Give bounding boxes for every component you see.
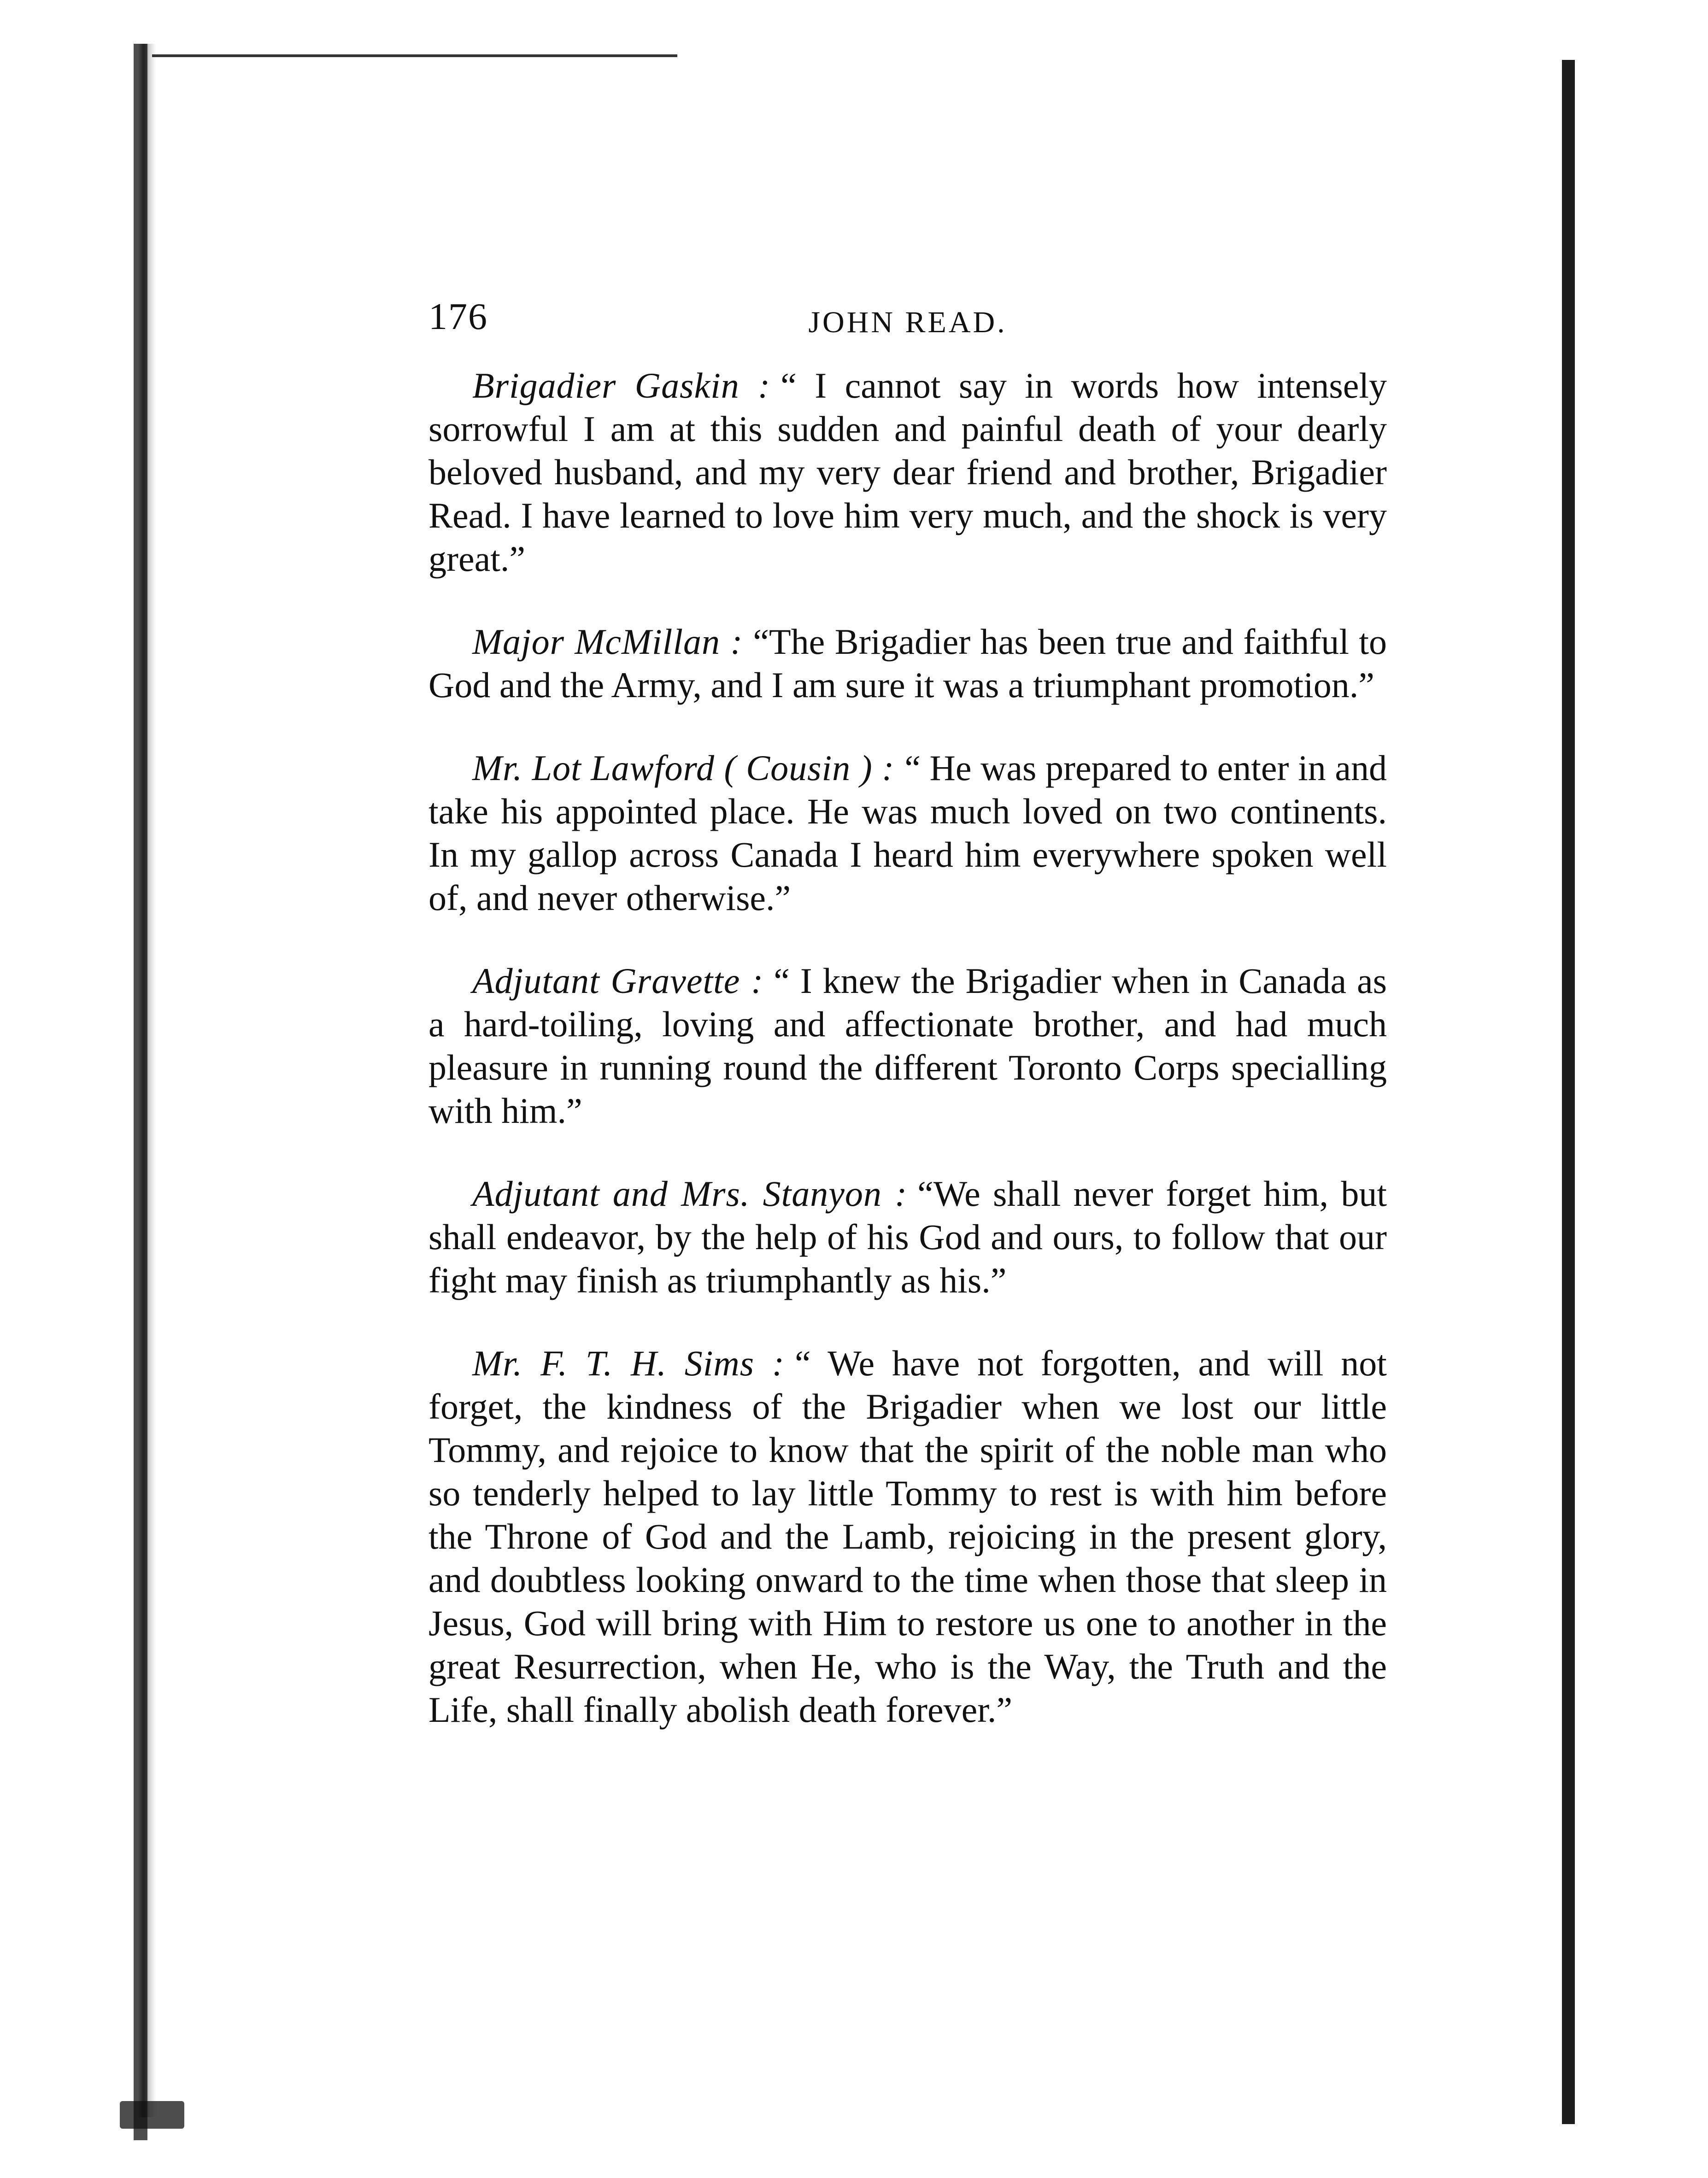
tribute-entry — [428, 746, 1387, 920]
tribute-quote: “ We have not forgotten, and will not forget, the kindness of the Brigadier when we lost our little Tommy, and rejoice to know that the spirit of the noble man who so tenderly helped to lay little Tommy to rest is with him before the Throne of God and the Lamb, rejoicing in the present glory, and doubtless looking onward to the time when those that sleep in Jesus, God will bring with Him to restore us one to another in the great Resurrection, when He, who is the Way, the Truth and the Life, shall finally abolish death forever.” — [428, 1343, 1387, 1730]
tribute-speaker: Mr. Lot Lawford ( Cousin ) : — [472, 748, 895, 788]
running-head: JOHN READ. — [808, 305, 1007, 339]
tribute-entry — [428, 1342, 1387, 1732]
scan-ink-blot — [120, 2101, 184, 2129]
tribute-speaker: Mr. F. T. H. Sims : — [472, 1343, 785, 1383]
tribute-quote: “We shall never forget him, but shall endeavor, by the help of his God and ours, to follow that our fight may finish as triumphantly as his.” — [428, 1174, 1387, 1300]
scan-top-rule — [152, 54, 677, 57]
tribute-speaker: Adjutant and Mrs. Stanyon : — [472, 1174, 908, 1214]
book-page — [428, 281, 1387, 1771]
tribute-quote: “ I cannot say in words how intensely sorrowful I am at this sudden and painful death of your dearly beloved husband, and my very dear friend and brother, Brigadier Read. I have learned to love him very much, and the shock is very great.” — [428, 365, 1387, 579]
tribute-quote: “The Brigadier has been true and faithful to God and the Army, and I am sure it was a triumphant promotion.” — [428, 622, 1387, 705]
tribute-entry — [428, 959, 1387, 1133]
tribute-speaker: Major McMillan : — [472, 622, 743, 662]
tribute-quote: “ I knew the Brigadier when in Canada as a hard-toiling, loving and affectionate brother, and had much pleasure in running round the different Toronto Corps specialling with him.” — [428, 961, 1387, 1131]
tribute-quote: “ He was prepared to enter in and take his appointed place. He was much loved on two continents. In my gallop across Canada I heard him everywhere spoken well of, and never otherwise.” — [428, 748, 1387, 918]
tribute-entry — [428, 1172, 1387, 1302]
scan-binding-shadow — [138, 44, 189, 2117]
tribute-speaker: Adjutant Gravette : — [472, 961, 764, 1001]
page-number: 176 — [428, 295, 488, 337]
tribute-speaker: Brigadier Gaskin : — [472, 365, 771, 405]
page-header — [428, 281, 1387, 355]
scan-right-rule — [1562, 60, 1575, 2124]
tribute-entry — [428, 620, 1387, 707]
tribute-entry — [428, 364, 1387, 581]
